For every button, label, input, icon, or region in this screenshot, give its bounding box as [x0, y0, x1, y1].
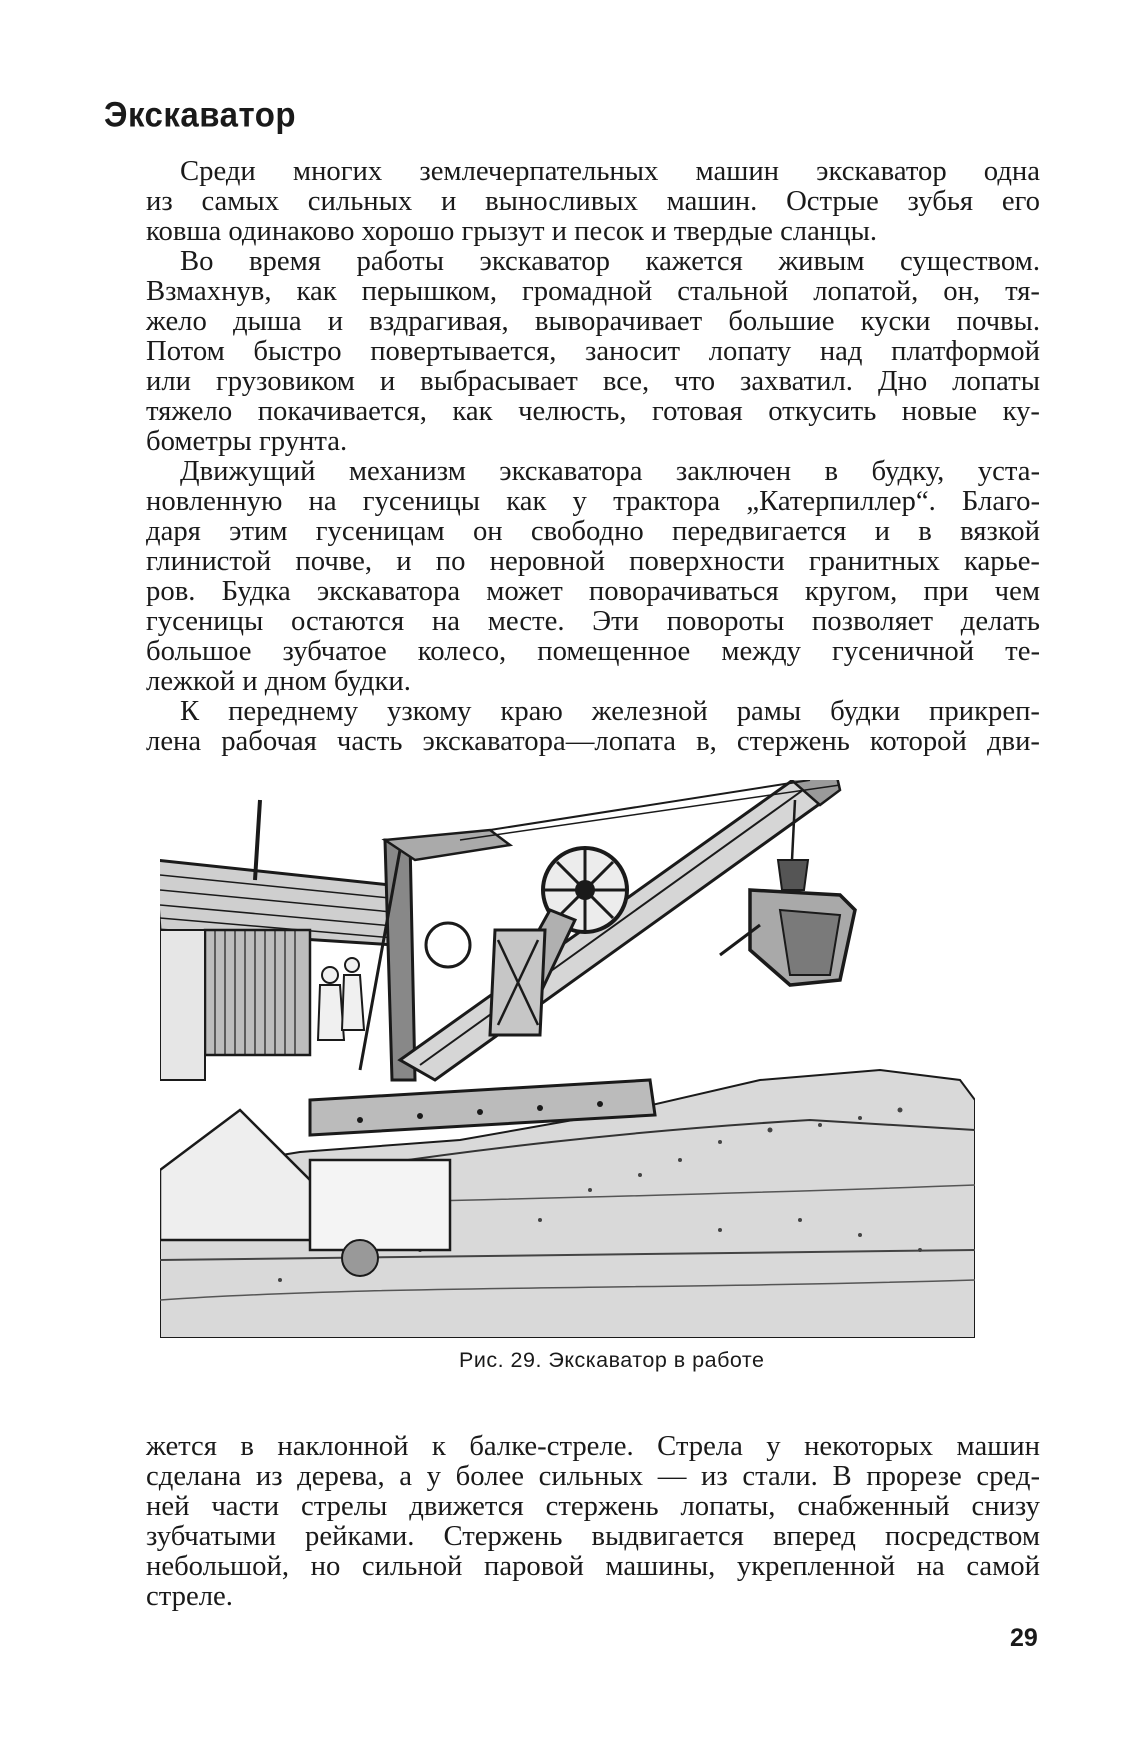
- text-line: лена рабочая часть экскаватора—лопата в, стержень которой дви-: [146, 725, 1040, 757]
- figure-caption: Рис. 29. Экскаватор в работе: [459, 1348, 765, 1372]
- text-line: небольшой, но сильной паровой машины, укрепленной на самой: [146, 1550, 1040, 1582]
- text-line: большое зубчатое колесо, помещенное между гусеничной те-: [146, 635, 1040, 667]
- text-line: даря этим гусеницам он свободно передвигается и в вязкой: [146, 515, 1040, 547]
- text-line: Среди многих землечерпательных машин экскаватор одна: [180, 155, 1040, 187]
- text-line: стреле.: [146, 1580, 233, 1612]
- page-number: 29: [1010, 1624, 1038, 1652]
- text-block-2: [146, 1431, 1040, 1611]
- text-line: из самых сильных и выносливых машин. Острые зубья его: [146, 185, 1040, 217]
- text-block-1: [146, 156, 1040, 756]
- text-line: ров. Будка экскаватора может поворачиваться кругом, при чем: [146, 575, 1040, 607]
- excavator-illustration: [160, 780, 975, 1338]
- page-title: Экскаватор: [104, 94, 297, 134]
- text-line: бометры грунта.: [146, 425, 348, 457]
- text-line: К переднему узкому краю железной рамы будки прикреп-: [180, 695, 1040, 727]
- text-line: Потом быстро повертывается, заносит лопату над платформой: [146, 335, 1040, 367]
- text-line: гусеницы остаются на месте. Эти повороты позволяет делать: [146, 605, 1040, 637]
- text-line: лежкой и дном будки.: [146, 665, 411, 697]
- text-line: или грузовиком и выбрасывает все, что захватил. Дно лопаты: [146, 365, 1040, 397]
- text-line: Движущий механизм экскаватора заключен в будку, уста-: [180, 455, 1040, 487]
- text-line: зубчатыми рейками. Стержень выдвигается вперед посредством: [146, 1520, 1040, 1552]
- text-line: жело дыша и вздрагивая, выворачивает большие куски почвы.: [146, 305, 1040, 337]
- text-line: Взмахнув, как перышком, громадной стальной лопатой, он, тя-: [146, 275, 1040, 307]
- text-line: тяжело покачивается, как челюсть, готовая откусить новые ку-: [146, 395, 1040, 427]
- text-line: ковша одинаково хорошо грызут и песок и твердые сланцы.: [146, 215, 878, 247]
- text-line: новленную на гусеницы как у трактора „Катерпиллер“. Благо-: [146, 485, 1040, 517]
- text-line: ней части стрелы движется стержень лопаты, снабженный снизу: [146, 1490, 1040, 1522]
- text-line: сделана из дерева, а у более сильных — из стали. В прорезе сред-: [146, 1460, 1040, 1492]
- text-line: глинистой почве, и по неровной поверхности гранитных карье-: [146, 545, 1040, 577]
- text-line: Во время работы экскаватор кажется живым существом.: [180, 245, 1040, 277]
- text-line: жется в наклонной к балке-стреле. Стрела у некоторых машин: [146, 1430, 1040, 1462]
